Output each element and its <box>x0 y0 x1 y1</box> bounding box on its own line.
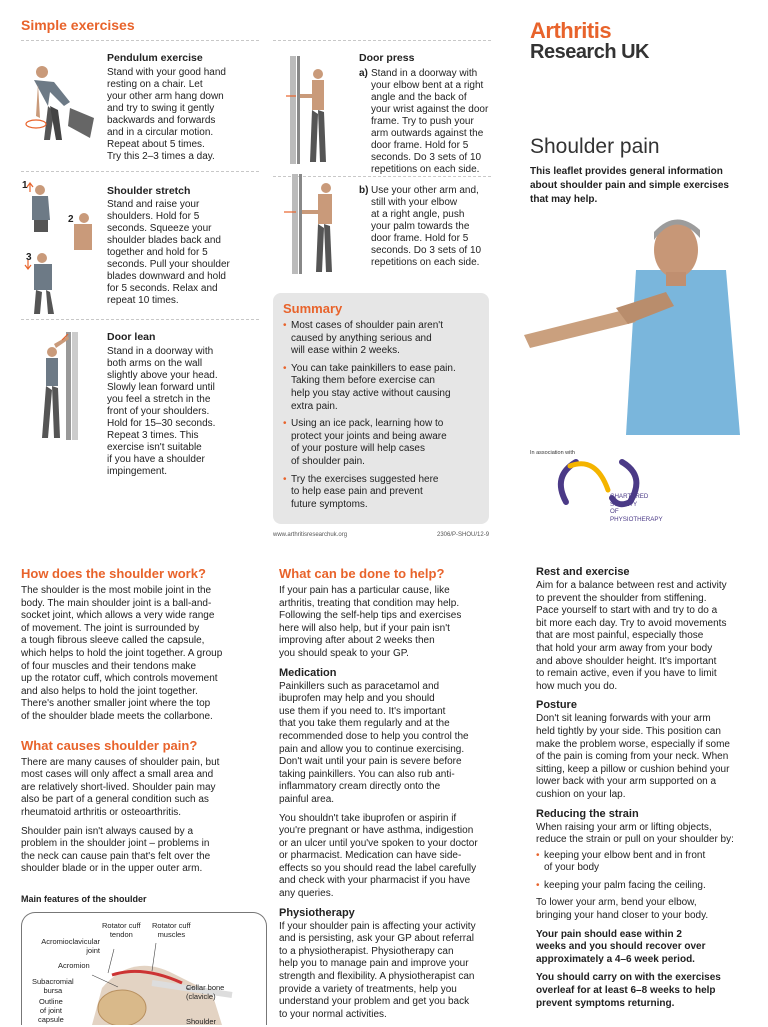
summary-item: • You can take painkillers to ease pain. Taking them before exercise can help you stay active without causing extra pain. <box>283 363 479 413</box>
paragraph-causes-2: Shoulder pain isn't always caused by a problem in the shoulder joint – problems in the neck can cause pain that's felt over the shoulder blade or in the upper outer arm. <box>21 825 211 875</box>
paragraph-medication-2: You shouldn't take ibuprofen or aspirin if you're pregnant or have asthma, indigestion or an ulcer until you've spoken to your doctor or pharmacist. Medication can have side- effects so you should read the label carefully and check with your pharmacist if you have any queries. <box>279 812 478 900</box>
heading-causes: What causes shoulder pain? <box>21 737 198 753</box>
arthritis-research-logo <box>530 20 649 62</box>
summary-item: • Using an ice pack, learning how to protect your joints and being aware of your posture will help cases of shoulder pain. <box>283 418 479 468</box>
paragraph-continue: You should carry on with the exercises overleaf for at least 6–8 weeks to help prevent symptoms returning. <box>536 972 721 1009</box>
heading-posture: Posture <box>536 699 577 712</box>
heading-what-can-be-done: What can be done to help? <box>279 566 445 581</box>
paragraph-physiotherapy: If your shoulder pain is affecting your activity and is persisting, ask your GP about referral to a physiotherapist. Physiotherapy can help you to manage pain and improve your strength and flexibility. A physiotherapist can provide a variety of treatments, help you understand your problem and get you back to your normal activities. <box>279 920 476 1020</box>
figure-title: Main features of the shoulder <box>21 893 147 904</box>
divider <box>21 319 259 320</box>
step-2-label: 2 <box>68 214 74 225</box>
divider <box>21 171 259 172</box>
heading-rest-exercise: Rest and exercise <box>536 566 630 578</box>
paragraph-causes-1: There are many causes of shoulder pain, but most cases will only affect a small area and are relatively short-lived. Shoulder pain may also be part of a general condition such as rheumatoid arthritis or osteoarthritis. <box>21 756 220 818</box>
cover-photo <box>516 210 740 435</box>
shoulder-anatomy-diagram <box>21 912 267 1025</box>
shoulder-stretch-illustration <box>22 180 102 316</box>
logo-line-1: Arthritis <box>530 18 612 43</box>
column-1 <box>21 566 253 904</box>
divider <box>21 40 259 41</box>
strain-list <box>536 850 758 893</box>
door-lean-title: Door lean <box>107 331 156 343</box>
paragraph-medication-1: Painkillers such as paracetamol and ibuprofen may help and you should use them if you need to. It's important that you take them regularly and at the recommended dose to help you control the pain and allow you to continue exercising. Don't wait until your pain is severe before taking painkillers. You can also rub anti- inflammatory cream directly onto the painful area. <box>279 680 469 805</box>
summary-box <box>273 293 489 524</box>
paragraph-recovery: Your pain should ease within 2 weeks and you should recover over approximately a 4–6 week period. <box>536 928 706 965</box>
logo-line-2: Research UK <box>530 41 650 63</box>
label-rc-tendon: Rotator cuff tendon <box>102 921 141 939</box>
heading-medication: Medication <box>279 666 337 679</box>
label-acromioclavicular: Acromioclavicular joint <box>41 937 100 955</box>
footer-code: 2306/P-SHOU/12-9 <box>437 532 490 538</box>
step-1-label: 1 <box>22 180 28 191</box>
heading-physiotherapy: Physiotherapy <box>279 906 355 919</box>
summary-item: • Try the exercises suggested here to help ease pain and prevent future symptoms. <box>283 474 479 512</box>
pendulum-text: Stand with your good hand resting on a chair. Let your other arm hang down and try to swing it gently backwards and forwards and in a circular motion. Repeat about 5 times. Try this 2–3 times a day. <box>107 67 226 162</box>
label-bursa: Subacromial bursa <box>32 977 74 995</box>
csp-line: CHARTERED <box>610 493 649 500</box>
paragraph-strain: When raising your arm or lifting objects, reduce the strain or pull on your shoulder by: <box>536 821 734 846</box>
summary-title: Summary <box>283 301 343 316</box>
divider <box>273 40 491 41</box>
summary-item: • Most cases of shoulder pain aren't caused by anything serious and will ease within 2 weeks. <box>283 320 479 358</box>
paragraph-done: If your pain has a particular cause, like arthritis, treating that condition may help. Following the self-help tips and exercises here will also help, but if your pain isn't improving after about 2 weeks then you should speak to your GP. <box>279 585 462 659</box>
label-collar: Collar bone (clavicle) <box>186 983 225 1001</box>
csp-line: PHYSIOTHERAPY <box>610 515 663 523</box>
column-2 <box>279 566 511 1027</box>
label-capsule: Outline of joint capsule <box>38 997 64 1024</box>
heading-reducing-strain: Reducing the strain <box>536 807 639 820</box>
csp-line: SOCIETY <box>610 500 638 508</box>
heading-how-shoulder-works: How does the shoulder work? <box>21 566 206 581</box>
shoulder-stretch-title: Shoulder stretch <box>107 185 191 197</box>
paragraph-posture: Don't sit leaning forwards with your arm held tightly by your side. This position can make the problem worse, especially if some of the pain is coming from your neck. When sitting, keep a pillow or cushion behind your lower back with your arm supported on a cushion on your lap. <box>536 713 730 800</box>
door-press-a-label: a) <box>359 68 368 79</box>
label-shoulder: Shoulder <box>186 1017 217 1025</box>
step-3-label: 3 <box>26 252 32 263</box>
door-press-b-label: b) <box>359 185 369 196</box>
paragraph-how: The shoulder is the most mobile joint in the body. The main shoulder joint is a ball-and- socket joint, which allows a very wide range of movement. The joint is surrounded by a tough fibrous sleeve called the capsule, which helps to hold the joint together. A group of four muscles and their tendons make up the rotator cuff, which controls movement and also helps to hold the joint together. There's another smaller joint where the top of the shoulder blade meets the collarbone. <box>21 585 223 722</box>
footer-url: www.arthritisresearchuk.org <box>273 532 348 538</box>
cover-intro: This leaflet provides general information about shoulder pain and simple exercises that may help. <box>530 166 729 205</box>
door-press-a-illustration <box>282 54 332 166</box>
label-acromion: Acromion <box>58 961 90 970</box>
paragraph-rest: Aim for a balance between rest and activity to prevent the shoulder from stiffening. Pace yourself to start with and try to do a bit more each day. Try to avoid movements that are most painful, especially those that hold your arm away from your body and above shoulder height. It's important to remain active, even if you have to limit how much you do. <box>536 580 727 692</box>
pendulum-title: Pendulum exercise <box>107 52 203 64</box>
simple-exercises-title: Simple exercises <box>21 17 135 33</box>
door-lean-illustration <box>36 330 86 442</box>
label-rc-muscles: Rotator cuff muscles <box>152 921 191 939</box>
door-lean-text: Stand in a doorway with both arms on the wall slightly above your head. Slowly lean forward until you feel a stretch in the front of your shoulders. Hold for 15–30 seconds. Repeat 3 times. This exercise isn't suitable if you have a shoulder impingement. <box>107 346 218 477</box>
strain-item: • keeping your palm facing the ceiling. <box>536 880 758 893</box>
door-press-b-illustration <box>282 172 338 276</box>
csp-name <box>610 493 663 523</box>
paragraph-lower-arm: To lower your arm, bend your elbow, bringing your hand closer to your body. <box>536 897 709 922</box>
door-press-b-text: Use your other arm and, still with your elbow at a right angle, push your palm towards the door frame. Hold for 5 seconds. Do 3 sets of 10 repetitions on each side. <box>371 185 482 268</box>
strain-item: • keeping your elbow bent and in front of your body <box>536 850 758 875</box>
door-press-a-text: Stand in a doorway with your elbow bent at a right angle and the back of your wrist against the door frame. Try to push your arm outwards against the door frame. Hold for 5 seconds. Do 3 sets of 10 repetitions on each side. <box>371 68 489 175</box>
door-press-title: Door press <box>359 52 415 64</box>
cover-title: Shoulder pain <box>530 135 660 158</box>
csp-line: OF <box>610 508 619 515</box>
association-label: In association with <box>530 450 575 456</box>
pendulum-illustration <box>20 62 98 142</box>
shoulder-stretch-text: Stand and raise your shoulders. Hold for 5 seconds. Squeeze your shoulder blades back and together and hold for 5 seconds. Pull your shoulder blades downward and hold for 5 seconds. Relax and repeat 10 times. <box>107 199 230 306</box>
column-3 <box>536 566 758 1016</box>
summary-list <box>283 320 479 511</box>
